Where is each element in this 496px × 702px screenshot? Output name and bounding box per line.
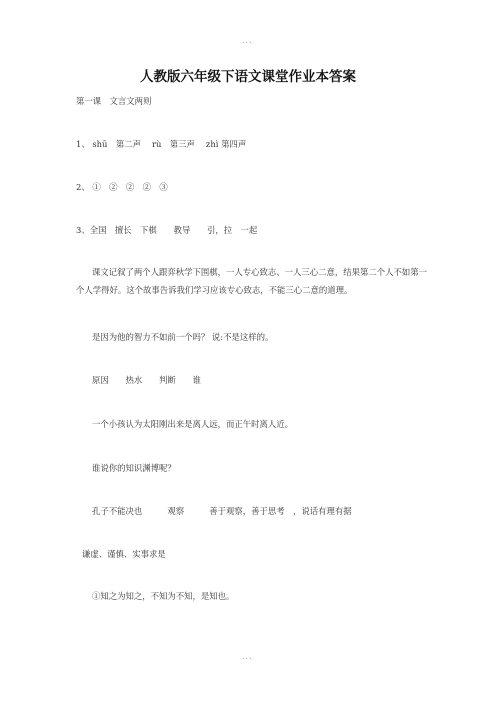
answer-5: 孔子不能决也 观察 善于观察，善于思考 ，说话有理有据: [92, 506, 352, 516]
answer-6: 谦虚、谨慎、实事求是: [82, 549, 166, 559]
footer-dots: ...: [242, 652, 253, 661]
lesson-heading: 第一课 文言文两则: [76, 96, 152, 106]
answer-2: 原因 热水 判断 谁: [92, 375, 201, 385]
header-dots: ...: [242, 36, 253, 45]
answer-7: ①知之为知之，不知为不知，是知也。: [92, 591, 235, 601]
question-1: 1、 shū 第二声 rù 第三声 zhì 第四声: [76, 139, 247, 149]
question-2: 2、 ① ② ② ② ③: [76, 182, 168, 192]
summary-paragraph: 课文记叙了两个人跟弈秋学下围棋，一人专心致志、一人三心二意，结果第二个人不如第一个人学得好。这个故事告诉我们学习应该专心致志，不能三心二意的道理。: [76, 267, 427, 295]
answer-1: 是因为他的智力不如前一个吗？ 说:不是这样的。: [92, 332, 274, 342]
page-title: 人教版六年级下语文课堂作业本答案: [140, 69, 356, 85]
answer-4: 谁说你的知识渊博呢？: [92, 463, 176, 473]
answer-3: 一个小孩认为太阳刚出来是离人远，而正午时离人近。: [92, 419, 293, 429]
question-3: 3、全国 擅长 下棋 教导 引，拉 一起: [76, 225, 258, 235]
